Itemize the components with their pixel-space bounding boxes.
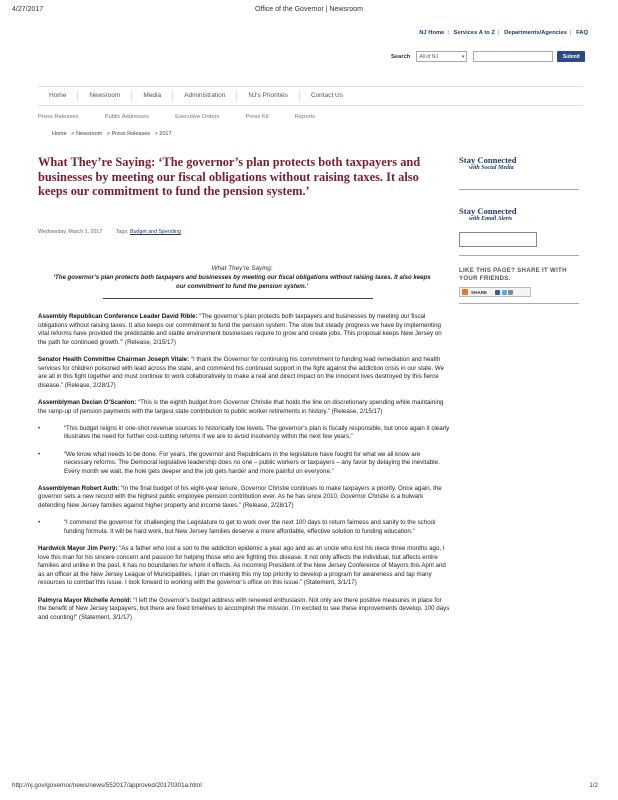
divider <box>459 303 579 304</box>
divider <box>103 298 373 299</box>
bullet-text: “This budget reigns in one-shot revenue sources to historically low levels. The governor’s plan is fiscally responsible, but once again it clearly illustrates the need for further cost-cutting reforms if we are to avoid insolvency within the next few years.” <box>64 424 450 441</box>
quote-text: “I thank the Governor for continuing his commitment to funding lead remediation and health services for children poisoned with lead across the state, and commend his continued support in the fight against the addiction crisis in our state. We are all in this fight together and must continue to work collaboratively to make a real and direct impact on the innocent lives destroyed by this fierce disease.” (Release, 2/28/17) <box>38 355 445 389</box>
print-page-title: Office of the Governor | Newsroom <box>255 6 363 13</box>
nav-contact-us[interactable]: Contact Us <box>310 92 343 99</box>
print-url: http://nj.gov/governor/news/news/552017/approved/20170301a.html <box>12 782 202 789</box>
share-button[interactable] <box>459 287 531 297</box>
chevron-down-icon: ▾ <box>461 53 465 60</box>
email-alert-input[interactable] <box>459 232 537 247</box>
breadcrumb <box>52 131 175 137</box>
nav-media[interactable]: Media <box>132 91 173 101</box>
bullet-item <box>38 519 450 536</box>
speaker: Senator Health Committee Chairman Joseph Vitale: <box>38 355 190 363</box>
share-label: SHARE <box>471 289 488 295</box>
twitter-icon[interactable] <box>502 290 507 295</box>
divider <box>459 255 579 256</box>
quote-text: “The governor’s plan protects both taxpayers and businesses by meeting our fiscal obligations without raising taxes. It also keeps our commitment to fund the pension system. The slow but steady progress we have by implementing vital reforms have provided the predictable and stable environment businesses require to grow and create jobs. This proposal keeps New Jersey on the path for continued growth.’” (Release, 2/15/17) <box>38 313 442 346</box>
speaker: Assemblyman Declan O’Scanlon: <box>38 398 137 406</box>
subnav-press-releases[interactable]: Press Releases <box>38 114 79 120</box>
article-meta <box>38 229 181 235</box>
quote-text: “In the final budget of his eight-year tenure, Governor Christie continues to make taxpayers a priority. Once again, the governor sets a new record with the highest public employee pension contribution ever. As he has since 2010, Governor Christie is a bulwark defending New Jersey families against higher property and income taxes.” (Release, 2/28/17) <box>38 484 442 510</box>
bullet-item <box>38 425 450 442</box>
tag-link[interactable]: Budget and Spending <box>129 229 181 235</box>
article-title: What They’re Saying: ‘The governor’s plan protects both taxpayers and businesses by meeting our fiscal obligations without raising taxes. It also keeps our commitment to fund the pension system.’ <box>38 155 421 198</box>
breadcrumb-2017: > 2017 <box>154 131 172 137</box>
speaker: Assemblyman Robert Auth: <box>38 484 120 492</box>
quote-paragraph <box>38 485 450 511</box>
utility-nav: NJ Home | Services A to Z | Departments/Agencies | FAQ <box>419 30 588 36</box>
quote-text: “This is the eighth budget from Governor Christie that holds the line on discretionary spending while maintaining the ramp-up of pension payments with the largest state contribution to public worker retirements in history.” (Release, 2/15/17) <box>38 398 444 415</box>
speaker: Palmyra Mayor Michelle Arnold: <box>38 596 132 604</box>
nj-home-link[interactable]: NJ Home <box>419 30 445 36</box>
nav-newsroom[interactable]: Newsroom <box>78 91 132 101</box>
article-body <box>38 313 450 631</box>
subnav-press-kit[interactable]: Press Kit <box>245 114 269 120</box>
print-footer <box>12 782 606 792</box>
breadcrumb-home[interactable]: Home <box>52 131 67 137</box>
nav-nj-priorities[interactable]: NJ's Priorities <box>237 91 300 101</box>
email-icon[interactable] <box>508 290 513 295</box>
speaker: Assembly Republican Conference Leader David Rible: <box>38 313 198 320</box>
breadcrumb-press-releases[interactable]: > Press Releases <box>106 131 151 137</box>
email-title[interactable]: Stay Connected <box>459 206 517 216</box>
bullet-icon: • <box>38 424 41 432</box>
search-scope-value: All of NJ <box>419 53 438 60</box>
bullet-icon: • <box>38 450 41 458</box>
subnav-reports[interactable]: Reports <box>294 114 316 120</box>
facebook-icon[interactable] <box>495 290 500 295</box>
quote-paragraph <box>38 313 450 347</box>
subnav-executive-orders[interactable]: Executive Orders <box>175 114 220 120</box>
search-input[interactable] <box>473 51 553 62</box>
sub-nav <box>38 114 341 120</box>
tags-label: Tags: <box>115 229 129 235</box>
share-icon <box>462 289 468 295</box>
faq-link[interactable]: FAQ <box>576 30 588 36</box>
speaker: Hardwick Mayor Jim Perry: <box>38 545 118 553</box>
breadcrumb-newsroom[interactable]: > Newsroom <box>71 131 103 137</box>
quote-text: “I left the Governor’s budget address with renewed enthusiasm. Not only are there positive measures in place for the benefit of New Jersey taxpayers, but there are fixed timelines to accomplish the mission. I’m excited to see these improvements develop. 100 days and counting!” (Statement, 3/1/17) <box>38 596 450 621</box>
search-bar <box>391 50 585 63</box>
sidebar <box>459 155 579 304</box>
social-title[interactable]: Stay Connected <box>459 155 517 165</box>
divider <box>459 189 579 190</box>
lead-heading: What They’re Saying: <box>211 265 273 272</box>
quote-paragraph <box>38 597 450 623</box>
page-number: 1/2 <box>589 782 598 789</box>
bullet-item <box>38 451 450 477</box>
quote-paragraph <box>38 399 450 416</box>
social-subtitle[interactable]: with Social Media <box>469 165 514 171</box>
bullet-text: “We know what needs to be done. For years, the governor and Republicans in the legislature have fought for what we all know are necessary reforms. The Democrat legislative leadership does no one – public workers or taxpayers – any favor by delaying the inevitable. Every month we wait, the hole gets deeper and the job gets harder and more painful on everyone.” <box>64 450 440 475</box>
search-submit-button[interactable]: Submit <box>557 51 585 62</box>
search-label: Search <box>391 53 411 60</box>
print-header <box>12 6 606 18</box>
quote-text: “As a father who lost a son to the addiction epidemic a year ago and as an uncle who lost his niece three months ago, I love this man for his sincere concern and passion for helping those who are fighting this disease. It not only affects the individual, but affects entire families and unlike in the past, it has no boundaries for whom it effects. As incoming President of the New Jersey Conference of Mayors this April and as an officer at the New Jersey League of Municipalities, I plan on making this my top priority to develop a program for awareness and tap many resources to combat this issue. I look forward to working with the governor’s office on this issue.” (Statement, 3/1/17) <box>38 545 446 587</box>
print-date: 4/27/2017 <box>12 6 44 13</box>
article-date: Wednesday, March 1, 2017 <box>38 229 103 235</box>
bullet-text: “I commend the governor for challenging the Legislature to get to work over the next 100 days to return fairness and sanity to the school funding formula. It will be hard work, but New Jersey families deserve a more affordable, effective solution to funding education.” <box>64 519 436 535</box>
departments-agencies-link[interactable]: Departments/Agencies <box>504 30 567 36</box>
nav-home[interactable]: Home <box>38 91 78 101</box>
email-subtitle[interactable]: with Email Alerts <box>469 216 513 222</box>
share-prompt: LIKE THIS PAGE? SHARE IT WITH YOUR FRIENDS. <box>459 267 567 282</box>
lead-subheading: ‘The governor’s plan protects both taxpayers and businesses by meeting our fiscal obligations without raising taxes. It also keeps our commitment to fund the pension system.’ <box>53 274 431 290</box>
main-nav <box>38 86 583 106</box>
services-a-to-z-link[interactable]: Services A to Z <box>453 30 495 36</box>
quote-paragraph <box>38 545 450 588</box>
quote-paragraph <box>38 356 450 390</box>
search-scope-select[interactable] <box>416 51 467 62</box>
nav-administration[interactable]: Administration <box>173 91 237 101</box>
bullet-icon: • <box>38 519 41 527</box>
subnav-public-addresses[interactable]: Public Addresses <box>104 114 150 120</box>
